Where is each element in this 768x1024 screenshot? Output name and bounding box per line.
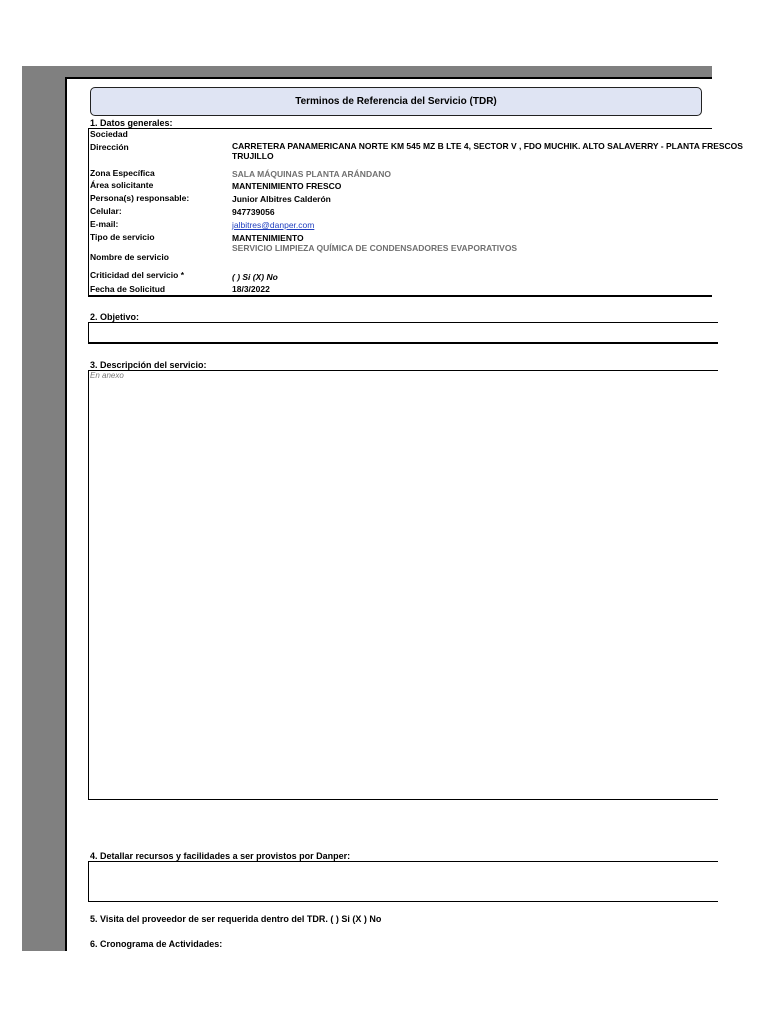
label-zona-especifica: Zona Específica [90, 168, 155, 178]
value-nombre-servicio: SERVICIO LIMPIEZA QUÍMICA DE CONDENSADORES EVAPORATIVOS [232, 243, 518, 253]
section-1-left-border [88, 128, 89, 296]
label-persona-responsable: Persona(s) responsable: [90, 193, 190, 203]
label-area-solicitante: Área solicitante [90, 180, 154, 190]
section-6-heading: 6. Cronograma de Actividades: [90, 939, 223, 949]
value-fecha-solicitud: 18/3/2022 [232, 284, 270, 294]
section-1-bottom-rule [88, 295, 712, 297]
value-zona-especifica: SALA MÁQUINAS PLANTA ARÁNDANO [232, 169, 391, 179]
section-2-heading: 2. Objetivo: [90, 312, 140, 322]
label-celular: Celular: [90, 206, 122, 216]
section-5-visita: 5. Visita del proveedor de ser requerida dentro del TDR. ( ) Si (X ) No [90, 914, 382, 924]
document-title-text: Terminos de Referencia del Servicio (TDR) [295, 96, 497, 107]
value-direccion: CARRETERA PANAMERICANA NORTE KM 545 MZ B LTE 4, SECTOR V , FDO MUCHIK. ALTO SALAVERRY - PLANTA FRESCOS [232, 141, 743, 151]
value-area-solicitante: MANTENIMIENTO FRESCO [232, 181, 342, 191]
value-tipo-servicio: MANTENIMIENTO [232, 233, 304, 243]
section-4-heading: 4. Detallar recursos y facilidades a ser provistos por Danper: [90, 851, 351, 861]
label-criticidad: Criticidad del servicio * [90, 270, 185, 280]
value-direccion-line2: TRUJILLO [232, 151, 274, 161]
value-criticidad: ( ) Si (X) No [232, 272, 278, 282]
recursos-facilidades-field[interactable] [88, 861, 718, 902]
label-email: E-mail: [90, 219, 119, 229]
section-3-heading: 3. Descripción del servicio: [90, 360, 207, 370]
email-link[interactable]: jalbitres@danper.com [232, 220, 315, 230]
document-title [90, 87, 702, 116]
section-1-heading: 1. Datos generales: [90, 118, 173, 128]
value-persona-responsable: Junior Albitres Calderón [232, 194, 331, 204]
descripcion-note: En anexo [90, 371, 124, 380]
value-celular: 947739056 [232, 207, 275, 217]
label-fecha-solicitud: Fecha de Solicitud [90, 284, 166, 294]
label-tipo-servicio: Tipo de servicio [90, 232, 155, 242]
label-nombre-servicio: Nombre de servicio [90, 252, 169, 262]
label-sociedad: Sociedad [90, 129, 128, 139]
label-direccion: Dirección [90, 142, 129, 152]
descripcion-servicio-field[interactable] [88, 370, 718, 800]
objetivo-field[interactable] [88, 322, 718, 344]
section-1-top-rule [88, 128, 712, 129]
